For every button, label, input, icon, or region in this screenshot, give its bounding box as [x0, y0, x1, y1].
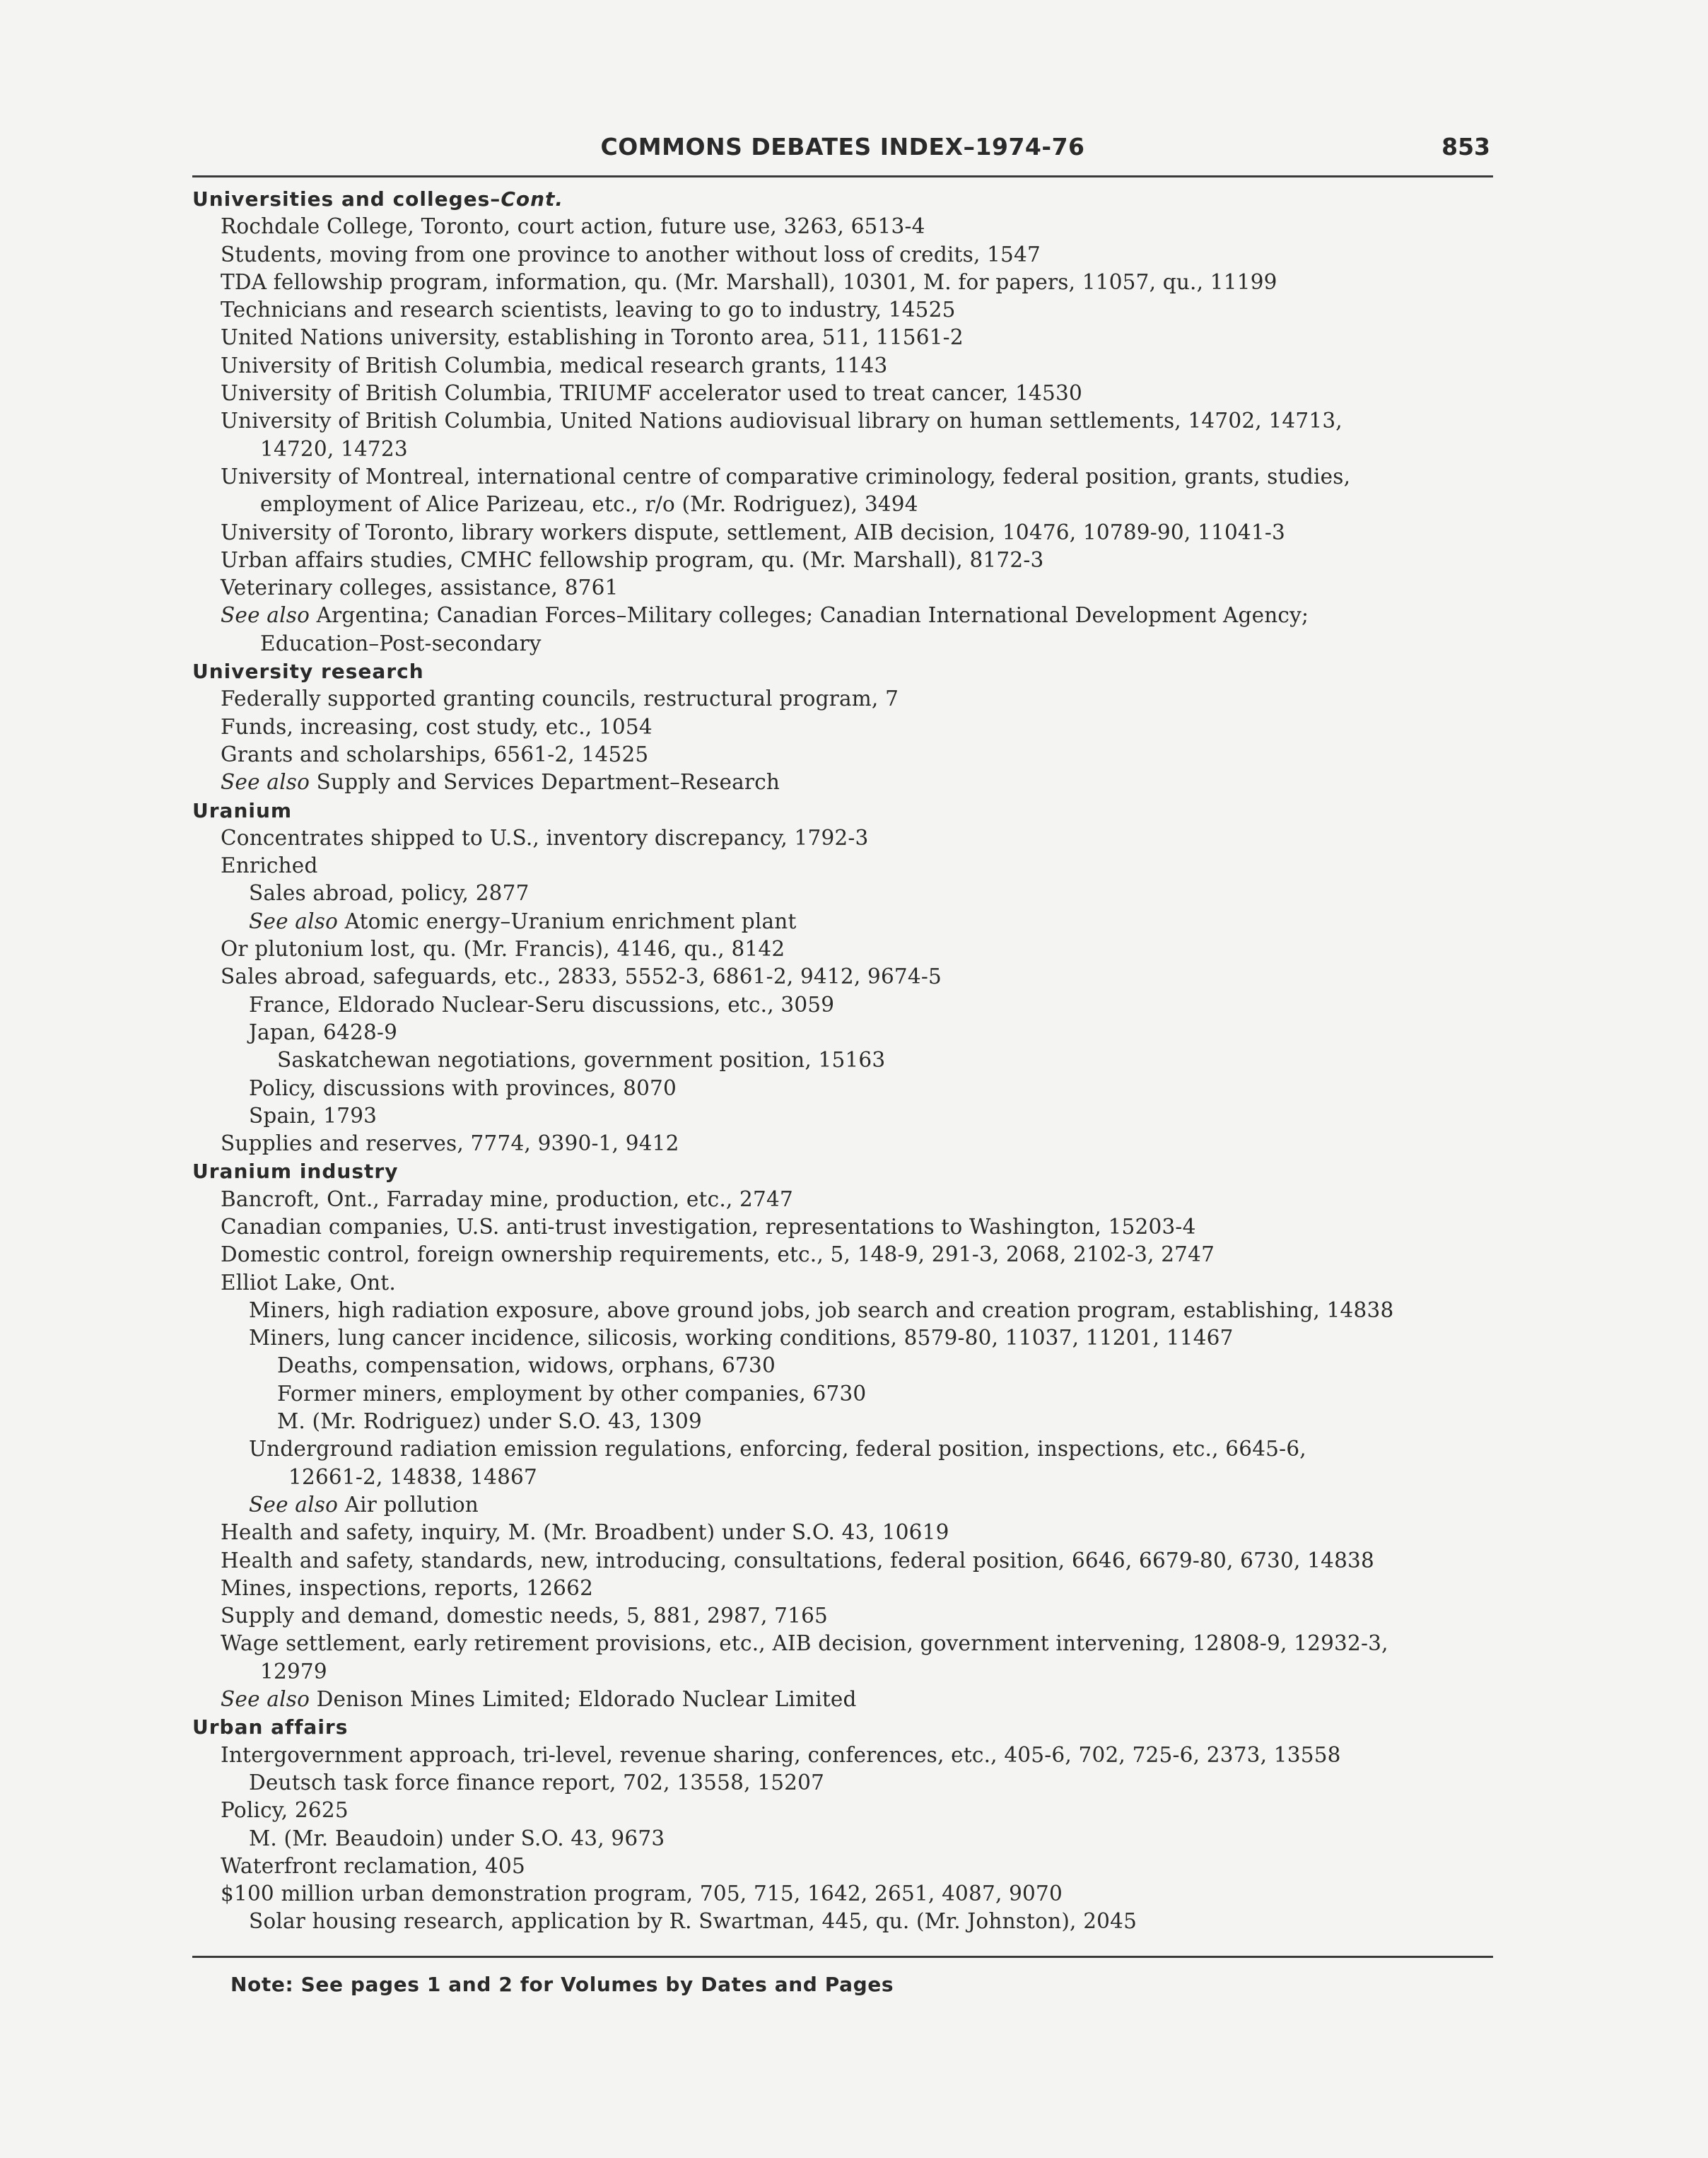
- index-entry: Bancroft, Ont., Farraday mine, production, etc., 2747: [221, 1186, 793, 1211]
- index-entry: Concentrates shipped to U.S., inventory discrepancy, 1792-3: [221, 825, 869, 850]
- index-entry: Policy, discussions with provinces, 8070: [249, 1075, 677, 1100]
- see-also-label: See also: [221, 603, 310, 628]
- index-entry: University of Toronto, library workers dispute, settlement, AIB decision, 10476, 10789-90, 11041-3: [221, 520, 1286, 544]
- index-entry: Students, moving from one province to another without loss of credits, 1547: [221, 242, 1041, 267]
- index-entry: Former miners, employment by other companies, 6730: [277, 1381, 867, 1406]
- index-entry: Sales abroad, policy, 2877: [249, 881, 530, 906]
- see-also-targets: Denison Mines Limited; Eldorado Nuclear Limited: [316, 1687, 857, 1712]
- index-entry: Supply and demand, domestic needs, 5, 881, 2987, 7165: [221, 1604, 829, 1628]
- index-entry: Policy, 2625: [221, 1798, 349, 1823]
- index-heading: [192, 797, 1507, 824]
- index-entry: University of British Columbia, United Nations audiovisual library on human settlements, 14702, 14713,: [221, 409, 1343, 433]
- index-entry: Elliot Lake, Ont.: [221, 1270, 396, 1295]
- index-entry: United Nations university, establishing in Toronto area, 511, 11561-2: [221, 325, 964, 350]
- see-also-targets: Supply and Services Department–Research: [316, 770, 780, 795]
- index-entry: Intergovernment approach, tri-level, revenue sharing, conferences, etc., 405-6, 702, 725-6, 2373, 13558: [221, 1742, 1341, 1767]
- index-entry: Deaths, compensation, widows, orphans, 6730: [277, 1353, 776, 1378]
- index-entry: University of British Columbia, medical research grants, 1143: [221, 353, 888, 378]
- index-entry: Solar housing research, application by R. Swartman, 445, qu. (Mr. Johnston), 2045: [249, 1909, 1137, 1934]
- heading-continued-mark: Cont.: [501, 187, 564, 211]
- see-also-label: See also: [221, 1687, 310, 1712]
- index-entry: Underground radiation emission regulations, enforcing, federal position, inspections, etc., 6645-6,: [249, 1437, 1306, 1462]
- index-entries: [192, 185, 1507, 1936]
- index-entry: Saskatchewan negotiations, government position, 15163: [277, 1048, 886, 1073]
- heading-text: Universities and colleges–: [192, 187, 501, 211]
- heading-text: University research: [192, 660, 424, 684]
- index-entry: $100 million urban demonstration program, 705, 715, 1642, 2651, 4087, 9070: [221, 1882, 1063, 1906]
- see-also-label: See also: [249, 1492, 339, 1517]
- see-also-reference: [192, 602, 1507, 629]
- see-also-reference: [192, 1686, 1507, 1713]
- index-entry: Health and safety, inquiry, M. (Mr. Broadbent) under S.O. 43, 10619: [221, 1520, 949, 1545]
- index-entry: University of Montreal, international centre of comparative criminology, federal position, grants, studies,: [221, 464, 1351, 489]
- index-entry: University of British Columbia, TRIUMF accelerator used to treat cancer, 14530: [221, 381, 1082, 406]
- see-also-reference: [192, 769, 1507, 796]
- index-entry-continuation: Education–Post-secondary: [260, 631, 542, 655]
- index-entry: Enriched: [221, 853, 318, 878]
- see-also-targets: Air pollution: [344, 1492, 479, 1517]
- index-entry: Deutsch task force finance report, 702, 13558, 15207: [249, 1770, 825, 1795]
- page-number: 853: [1441, 133, 1490, 161]
- index-entry: Veterinary colleges, assistance, 8761: [221, 576, 619, 600]
- index-entry: France, Eldorado Nuclear-Seru discussions, etc., 3059: [249, 992, 835, 1017]
- index-entry: Supplies and reserves, 7774, 9390-1, 9412: [221, 1131, 679, 1156]
- index-entry: Sales abroad, safeguards, etc., 2833, 5552-3, 6861-2, 9412, 9674-5: [221, 964, 942, 989]
- see-also-label: See also: [221, 770, 310, 795]
- index-heading: [192, 658, 1507, 685]
- index-entry: Grants and scholarships, 6561-2, 14525: [221, 742, 649, 766]
- index-entry: Health and safety, standards, new, introducing, consultations, federal position, 6646, 6679-80, 6730, 14838: [221, 1548, 1374, 1573]
- index-heading: [192, 1713, 1507, 1741]
- see-also-reference: [192, 1491, 1507, 1519]
- footer-note: Note: See pages 1 and 2 for Volumes by Dates and Pages: [230, 1973, 894, 1996]
- see-also-reference: [192, 908, 1507, 935]
- index-entry-continuation: employment of Alice Parizeau, etc., r/o (Mr. Rodriguez), 3494: [260, 492, 918, 517]
- index-entry: Canadian companies, U.S. anti-trust investigation, representations to Washington, 15203-4: [221, 1214, 1196, 1239]
- index-entry: Or plutonium lost, qu. (Mr. Francis), 4146, qu., 8142: [221, 937, 785, 962]
- index-entry: Mines, inspections, reports, 12662: [221, 1575, 594, 1600]
- index-heading: [192, 185, 1507, 213]
- index-entry-continuation: 12661-2, 14838, 14867: [288, 1464, 537, 1489]
- index-entry: Miners, lung cancer incidence, silicosis, working conditions, 8579-80, 11037, 11201, 11467: [249, 1326, 1234, 1351]
- heading-text: Uranium: [192, 798, 293, 822]
- index-entry: Miners, high radiation exposure, above ground jobs, job search and creation program, establishing, 14838: [249, 1297, 1394, 1322]
- page-header: [192, 130, 1493, 170]
- index-entry: Waterfront reclamation, 405: [221, 1853, 525, 1878]
- see-also-targets: Atomic energy–Uranium enrichment plant: [344, 909, 797, 933]
- index-entry: Technicians and research scientists, leaving to go to industry, 14525: [221, 298, 956, 322]
- index-entry: Wage settlement, early retirement provisions, etc., AIB decision, government intervening, 12808-9, 12932-3,: [221, 1631, 1388, 1656]
- index-entry: Federally supported granting councils, restructural program, 7: [221, 687, 899, 711]
- heading-text: Urban affairs: [192, 1715, 349, 1739]
- index-entry: M. (Mr. Rodriguez) under S.O. 43, 1309: [277, 1409, 702, 1434]
- see-also-targets: Argentina; Canadian Forces–Military colleges; Canadian International Development Agency;: [316, 603, 1309, 628]
- index-entry-continuation: 12979: [260, 1659, 327, 1684]
- footer-rule: [192, 1956, 1493, 1958]
- see-also-label: See also: [249, 909, 339, 933]
- running-title: COMMONS DEBATES INDEX–1974-76: [600, 133, 1085, 161]
- index-entry: Rochdale College, Toronto, court action, future use, 3263, 6513-4: [221, 214, 925, 239]
- heading-text: Uranium industry: [192, 1160, 399, 1184]
- index-entry: Funds, increasing, cost study, etc., 1054: [221, 714, 653, 739]
- header-rule: [192, 175, 1493, 177]
- index-entry: Urban affairs studies, CMHC fellowship program, qu. (Mr. Marshall), 8172-3: [221, 547, 1044, 572]
- index-entry: Domestic control, foreign ownership requirements, etc., 5, 148-9, 291-3, 2068, 2102-3, 2747: [221, 1242, 1215, 1267]
- index-entry: Spain, 1793: [249, 1103, 378, 1128]
- index-entry-continuation: 14720, 14723: [260, 436, 408, 461]
- index-entry: Japan, 6428-9: [249, 1020, 398, 1044]
- index-heading: [192, 1157, 1507, 1185]
- index-entry: TDA fellowship program, information, qu. (Mr. Marshall), 10301, M. for papers, 11057, qu., 11199: [221, 269, 1277, 294]
- index-entry: M. (Mr. Beaudoin) under S.O. 43, 9673: [249, 1826, 665, 1850]
